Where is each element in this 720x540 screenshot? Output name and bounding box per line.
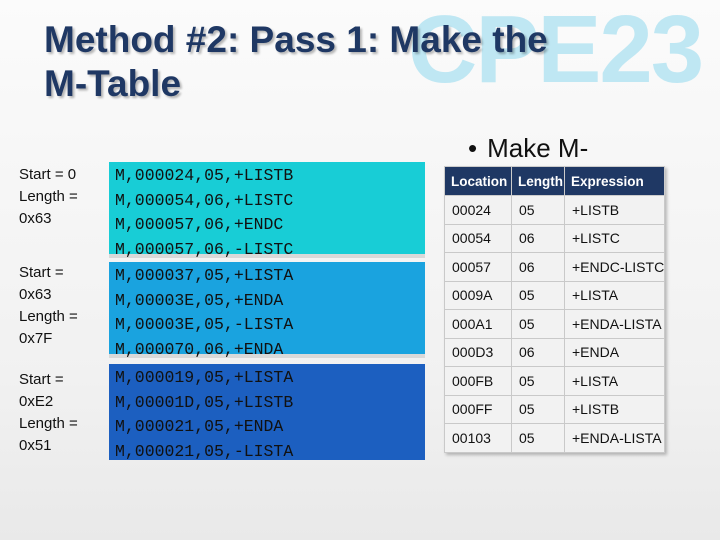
label-line: Start = bbox=[19, 264, 64, 281]
cell-expression: +ENDA bbox=[565, 338, 665, 367]
label-line: Length = bbox=[19, 308, 78, 325]
slide-title-line2: M-Table bbox=[44, 63, 182, 104]
cell-expression: +LISTA bbox=[565, 281, 665, 310]
label-line: 0x51 bbox=[19, 437, 52, 454]
m-table bbox=[444, 166, 665, 453]
section-label-3 bbox=[19, 369, 78, 457]
label-line: 0x7F bbox=[19, 330, 53, 347]
table-row bbox=[445, 338, 665, 367]
cell-location: 00024 bbox=[445, 196, 512, 225]
watermark-text: CPE23 bbox=[408, 0, 703, 103]
cell-expression: +LISTC bbox=[565, 224, 665, 253]
bullet-point bbox=[468, 133, 588, 164]
modification-record: M,000021,05,-LISTA bbox=[115, 441, 294, 461]
label-line: 0xE2 bbox=[19, 393, 54, 410]
cell-expression: +ENDC-LISTC bbox=[565, 253, 665, 282]
cell-expression: +LISTB bbox=[565, 196, 665, 225]
label-line: Start = 0 bbox=[19, 166, 77, 183]
table-header-row bbox=[445, 167, 665, 196]
modification-record: M,00003E,05,-LISTA bbox=[115, 315, 294, 334]
modification-record: M,000024,05,+LISTB bbox=[115, 166, 294, 185]
cell-length: 06 bbox=[512, 253, 565, 282]
cell-location: 00054 bbox=[445, 224, 512, 253]
modification-record: M,000057,06,-LISTC bbox=[115, 239, 294, 259]
cell-length: 06 bbox=[512, 224, 565, 253]
section-label-1 bbox=[19, 164, 78, 230]
modification-record: M,000021,05,+ENDA bbox=[115, 417, 284, 436]
cell-expression: +LISTB bbox=[565, 395, 665, 424]
slide-title bbox=[44, 18, 548, 106]
record-block-3 bbox=[109, 364, 425, 460]
cell-location: 000A1 bbox=[445, 310, 512, 339]
bullet-icon: • bbox=[468, 133, 478, 163]
modification-record: M,000057,06,+ENDC bbox=[115, 215, 284, 234]
modification-record: M,00001D,05,+LISTB bbox=[115, 392, 294, 412]
column-header-length: Length bbox=[512, 167, 565, 196]
modification-record: M,000019,05,+LISTA bbox=[115, 368, 294, 387]
cell-expression: +ENDA-LISTA bbox=[565, 310, 665, 339]
table-row bbox=[445, 395, 665, 424]
modification-record: M,00003E,05,+ENDA bbox=[115, 290, 284, 310]
cell-location: 00103 bbox=[445, 424, 512, 453]
section-label-2 bbox=[19, 262, 78, 350]
column-header-expression: Expression bbox=[565, 167, 665, 196]
modification-record: M,000037,05,+LISTA bbox=[115, 266, 294, 285]
column-header-location: Location bbox=[445, 167, 512, 196]
cell-length: 05 bbox=[512, 281, 565, 310]
label-line: Length = bbox=[19, 188, 78, 205]
cell-location: 000FB bbox=[445, 367, 512, 396]
record-block-1 bbox=[109, 162, 425, 258]
label-line: 0x63 bbox=[19, 286, 52, 303]
bullet-text: Make M- bbox=[487, 133, 589, 163]
cell-location: 0009A bbox=[445, 281, 512, 310]
label-line: 0x63 bbox=[19, 210, 52, 227]
cell-location: 000FF bbox=[445, 395, 512, 424]
cell-length: 05 bbox=[512, 196, 565, 225]
cell-length: 05 bbox=[512, 310, 565, 339]
table-row bbox=[445, 196, 665, 225]
cell-length: 05 bbox=[512, 367, 565, 396]
cell-length: 05 bbox=[512, 424, 565, 453]
table-row bbox=[445, 424, 665, 453]
cell-location: 00057 bbox=[445, 253, 512, 282]
table-row bbox=[445, 281, 665, 310]
cell-expression: +ENDA-LISTA bbox=[565, 424, 665, 453]
table-row bbox=[445, 310, 665, 339]
table-row bbox=[445, 367, 665, 396]
record-block-2 bbox=[109, 262, 425, 358]
table-row bbox=[445, 224, 665, 253]
cell-expression: +LISTA bbox=[565, 367, 665, 396]
cell-length: 05 bbox=[512, 395, 565, 424]
label-line: Start = bbox=[19, 371, 64, 388]
cell-length: 06 bbox=[512, 338, 565, 367]
slide-title-line1: Method #2: Pass 1: Make the bbox=[44, 19, 548, 60]
modification-record: M,000070,06,+ENDA bbox=[115, 339, 284, 359]
label-line: Length = bbox=[19, 415, 78, 432]
modification-record: M,000054,06,+LISTC bbox=[115, 190, 294, 210]
table-row bbox=[445, 253, 665, 282]
cell-location: 000D3 bbox=[445, 338, 512, 367]
